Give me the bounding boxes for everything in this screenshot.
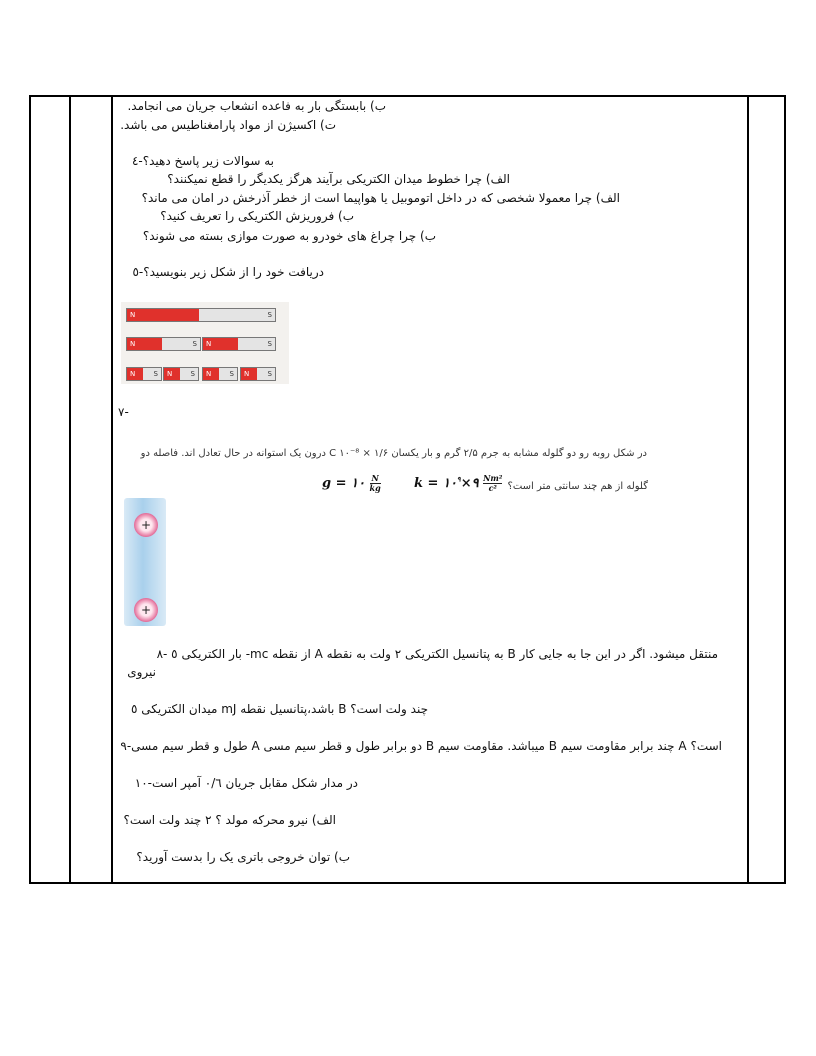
magnet-bar: [163, 367, 199, 381]
magnet-bar: [240, 367, 276, 381]
magnet-bar: [202, 337, 276, 351]
magnet-bar: [202, 367, 238, 381]
magnet-bar: [126, 337, 201, 351]
coulomb-formula: [414, 474, 502, 493]
gravity-lhs: g = ١٠: [322, 476, 366, 491]
question-7-number: ٧-: [118, 405, 129, 419]
question-7-text-2: گلوله از هم چند سانتی متر است؟: [507, 481, 648, 492]
question-9: است؟ A چند برابر مقاومت سیم B میباشد. مقاومت سیم B دو برابر طول و قطر سیم مسی A طول و قطر سیم مسی-٩: [120, 739, 722, 753]
question-4-part-d: ب) چرا چراغ های خودرو به صورت موازی بسته می شوند؟: [142, 229, 436, 243]
gravity-unit-denominator: kg: [369, 483, 381, 493]
coulomb-unit-numerator: Nm²: [483, 473, 503, 483]
coulomb-exponent: ٩: [456, 474, 461, 484]
magnet-north-pole: N: [203, 368, 221, 380]
magnet-north-pole: N: [127, 338, 164, 350]
table-column-divider: [111, 95, 113, 884]
coulomb-unit-denominator: c²: [488, 483, 497, 493]
question-4-title: به سوالات زیر پاسخ دهید؟-٤: [131, 154, 274, 168]
gravity-unit-numerator: N: [371, 473, 379, 483]
magnet-south-pole: S: [143, 368, 161, 380]
magnet-north-pole: N: [203, 338, 240, 350]
magnet-south-pole: S: [162, 338, 200, 350]
magnet-bar: [126, 367, 162, 381]
statement-t: ت) اکسیژن از مواد پارامغناطیس می باشد.: [120, 118, 336, 132]
magnets-figure: [121, 302, 289, 384]
magnet-south-pole: S: [180, 368, 198, 380]
magnet-north-pole: N: [241, 368, 259, 380]
magnet-south-pole: S: [257, 368, 275, 380]
question-10-part-b: ب) توان خروجی باتری یک را بدست آورید؟: [136, 850, 350, 864]
question-10-title: در مدار شکل مقابل جریان ۰/٦ آمپر است-١٠: [134, 776, 358, 790]
question-4-part-b: الف) چرا معمولا شخصی که در داخل اتوموبیل یا هواپیما است از خطر آذرخش در امان می ماند؟: [141, 191, 620, 205]
question-7-text: در شکل روبه رو دو گلوله مشابه به جرم ۲/۵ گرم و بار یکسان C ۱۰⁻⁸ × ۱/۶ درون یک استوانه در حال تعادل اند. فاصله دو: [140, 448, 647, 459]
gravity-formula: [322, 474, 381, 493]
magnet-north-pole: N: [164, 368, 182, 380]
question-8-line-1: منتقل میشود. اگر در این جا به جایی کار B به پتانسیل الکتریکی ۲ ولت به نقطه A از نقطه mc- بار الکتریکی ٥ -٨: [156, 647, 718, 661]
question-8-line-3: چند ولت است؟ B باشد،پتانسیل نقطه mJ میدان الکتریکی ٥: [131, 702, 428, 716]
question-10-part-a: الف) نیرو محرکه مولد ؟ ۲ چند ولت است؟: [123, 813, 336, 827]
magnet-north-pole: N: [127, 309, 201, 321]
charged-ball-bottom: +: [134, 598, 158, 622]
magnet-south-pole: S: [219, 368, 237, 380]
question-4-part-c: ب) فروریزش الکتریکی را تعریف کنید؟: [160, 209, 354, 223]
table-column-divider: [69, 95, 71, 884]
question-4-part-a: الف) چرا خطوط میدان الکتریکی برآیند هرگز یکدیگر را قطع نمیکنند؟: [167, 172, 510, 186]
question-8-line-2: نیروی: [127, 665, 156, 679]
magnet-south-pole: S: [199, 309, 275, 321]
charged-ball-top: +: [134, 513, 158, 537]
table-column-divider: [747, 95, 749, 884]
statement-b: ب) بابستگی بار به فاعده انشعاب جریان می انجامد.: [127, 99, 386, 113]
coulomb-lhs: k = ٩×١٠: [414, 476, 479, 491]
coulomb-unit: [483, 474, 502, 493]
question-5: دریافت خود را از شکل زیر بنویسید؟-٥: [132, 265, 324, 279]
magnet-bar: [126, 308, 276, 322]
magnet-south-pole: S: [238, 338, 275, 350]
gravity-unit: [370, 474, 381, 493]
magnet-north-pole: N: [127, 368, 145, 380]
